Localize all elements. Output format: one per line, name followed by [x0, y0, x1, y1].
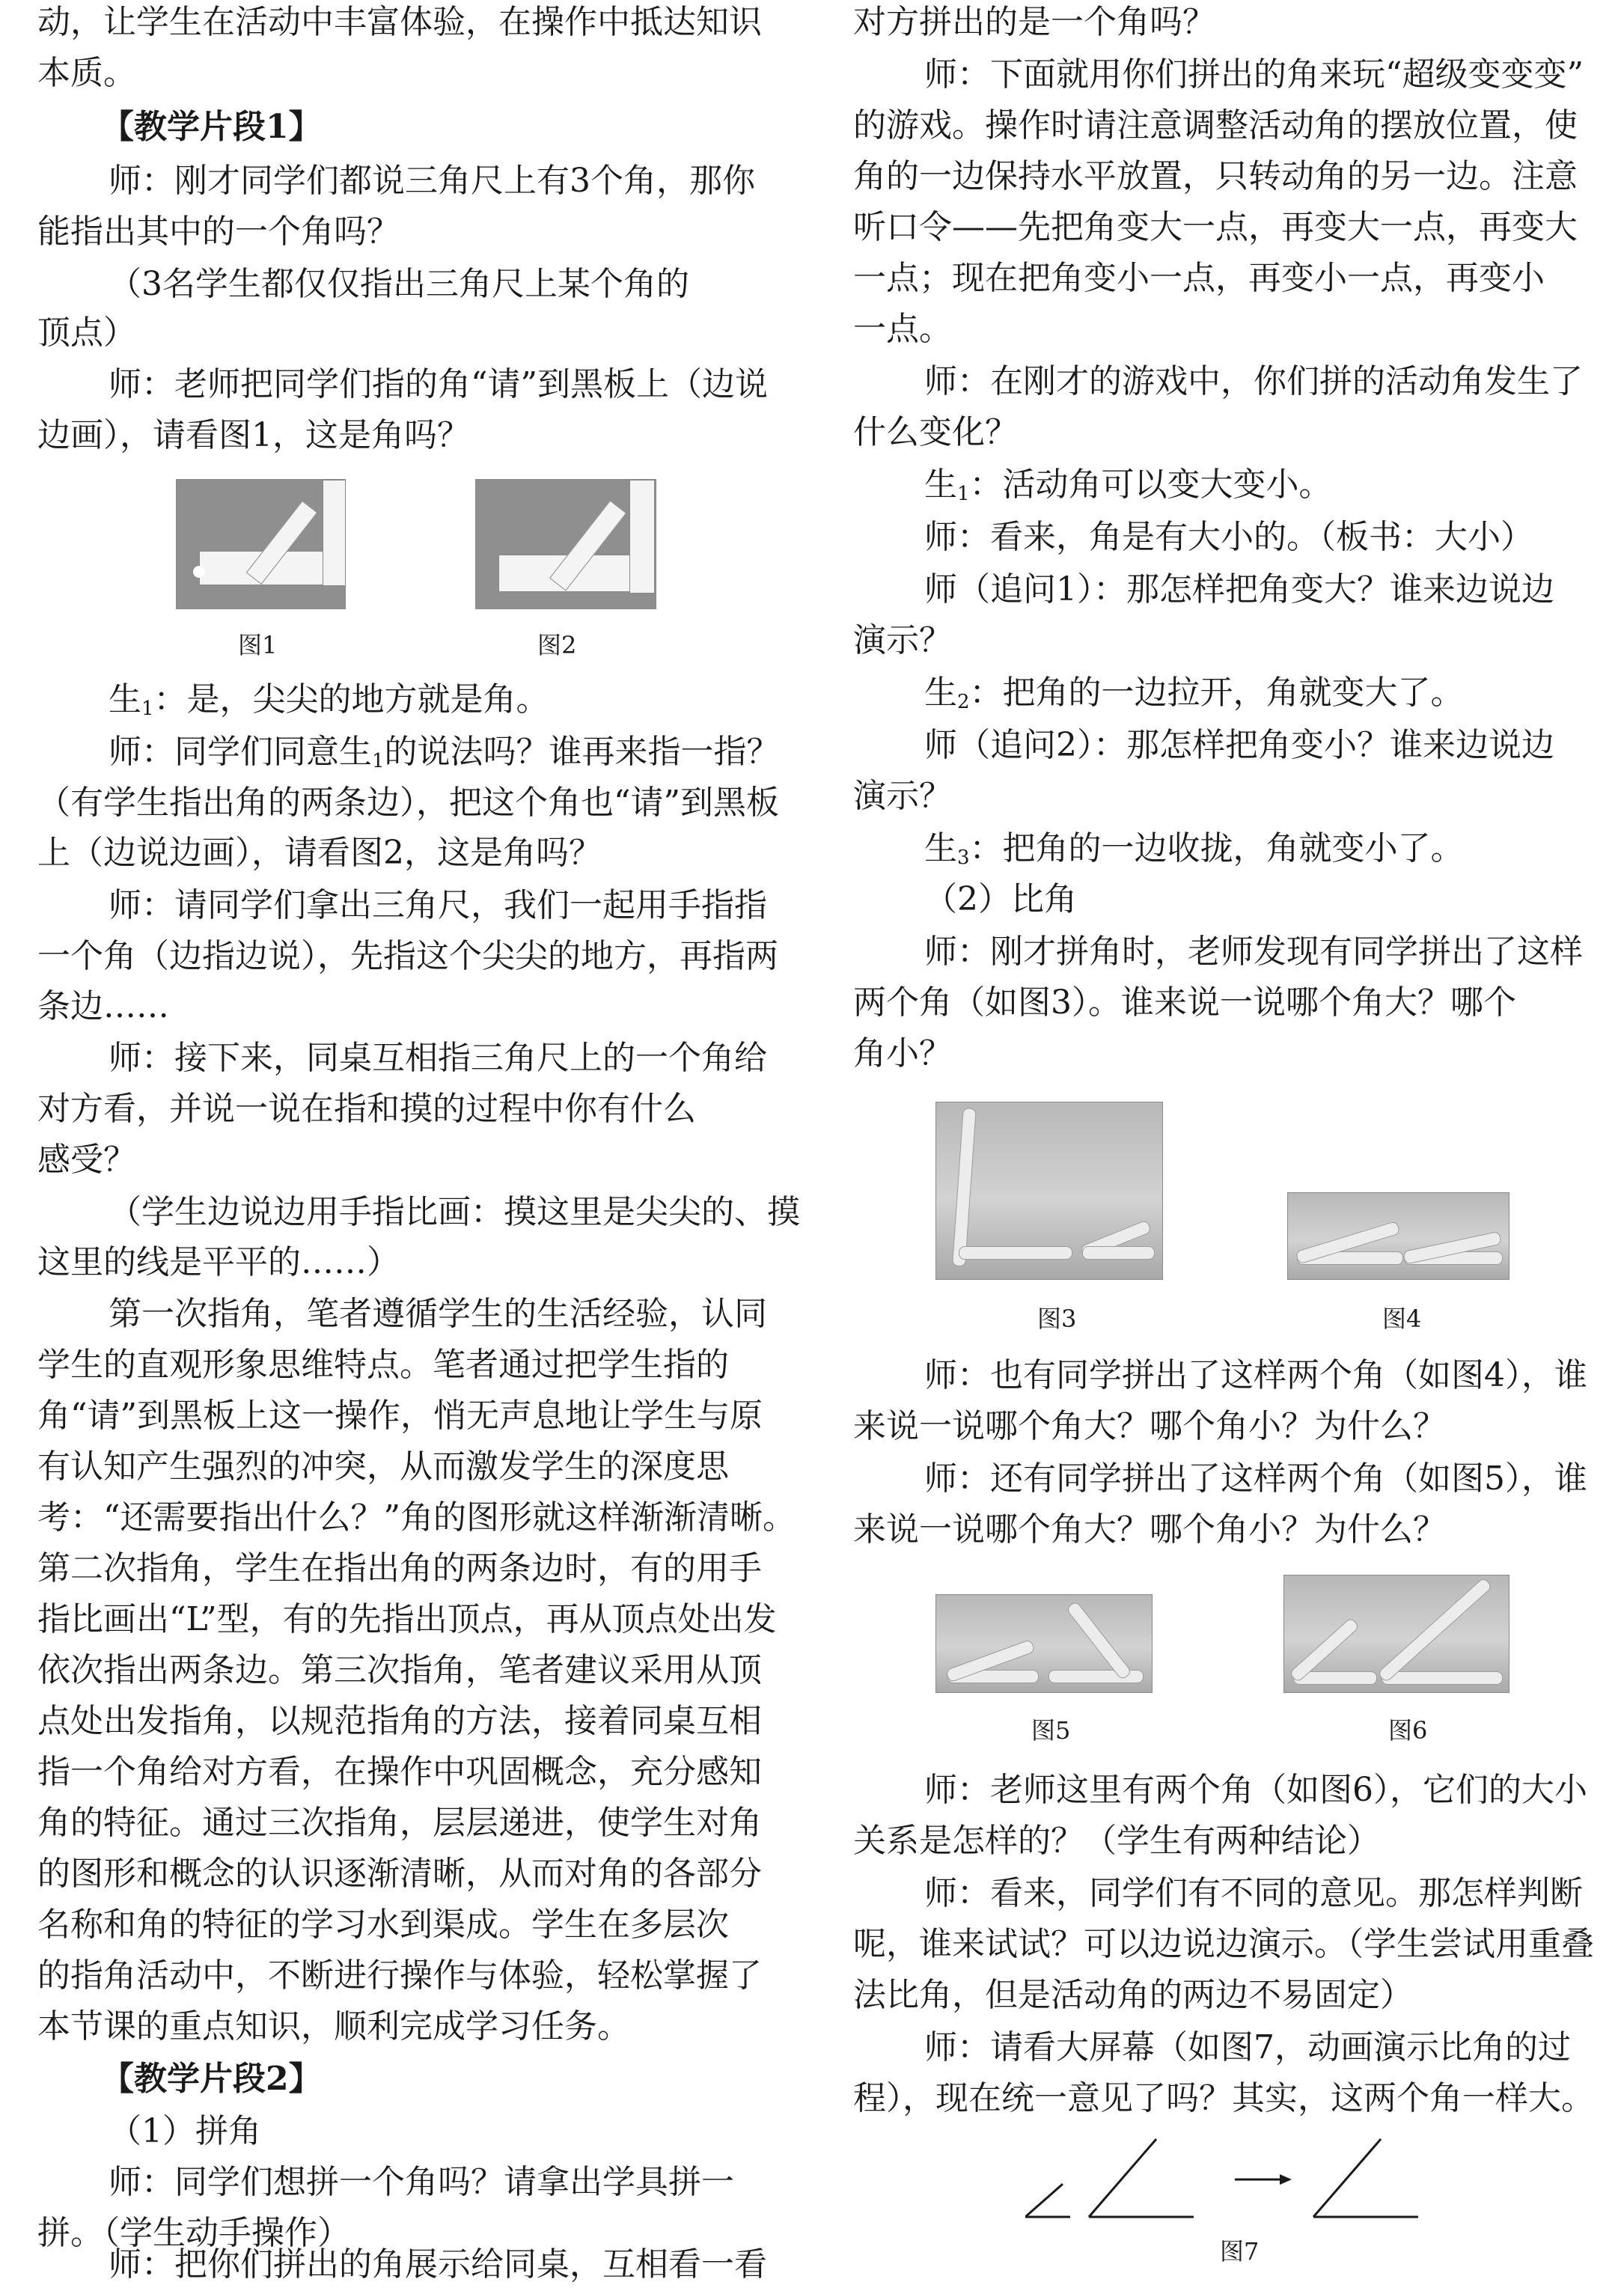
- text-line: 生$_3$：把角的一边收拢，角就变小了。: [924, 829, 1464, 869]
- figure-4-caption: 图4: [1382, 1305, 1422, 1333]
- figure-2-photo: [475, 479, 656, 609]
- text-line: （1）拼角: [109, 2112, 261, 2150]
- text-line: 指一个角给对方看，在操作中巩固概念，充分感知: [37, 1753, 762, 1791]
- figure-3-photo: [935, 1102, 1163, 1280]
- text-line: 学生的直观形象思维特点。笔者通过把学生指的: [37, 1346, 729, 1384]
- text-line: 依次指出两条边。第三次指角，笔者建议采用从顶: [37, 1651, 762, 1689]
- text-line: 拼。（学生动手操作）: [37, 2214, 350, 2252]
- text-line: 角的一边保持水平放置，只转动角的另一边。注意: [853, 157, 1578, 195]
- text-line: 对方看，并说一说在指和摸的过程中你有什么: [37, 1090, 696, 1128]
- text-line: 考：“还需要指出什么？”角的图形就这样渐渐清晰。: [37, 1498, 796, 1537]
- text-line: 第一次指角，笔者遵循学生的生活经验，认同: [109, 1295, 767, 1333]
- text-line: （3名学生都仅仅指出三角尺上某个角的: [109, 265, 689, 303]
- text-line: （2）比角: [924, 880, 1077, 918]
- text-line: 动，让学生在活动中丰富体验，在操作中抵达知识: [37, 3, 762, 41]
- text-line: 一点。: [853, 310, 952, 348]
- text-line: 生$_1$：是，尖尖的地方就是角。: [109, 680, 549, 720]
- text-line: 师：老师这里有两个角（如图6），它们的大小: [924, 1771, 1587, 1809]
- text-line: 角“请”到黑板上这一操作，悄无声息地让学生与原: [37, 1397, 763, 1435]
- text-line: 法比角，但是活动角的两边不易固定）: [853, 1976, 1413, 2014]
- text-line: 两个角（如图3）。谁来说一说哪个角大？哪个: [853, 983, 1516, 1022]
- figure-5-photo: [935, 1594, 1153, 1693]
- text-line: 演示？: [853, 621, 952, 659]
- figure-1-photo: [176, 479, 346, 609]
- text-line: 师：老师把同学们指的角“请”到黑板上（边说: [109, 365, 768, 403]
- section-heading: 【教学片段2】: [101, 2060, 322, 2098]
- text-line: 点处出发指角，以规范指角的方法，接着同桌互相: [37, 1702, 762, 1740]
- text-line: 师：也有同学拼出了这样两个角（如图4），谁: [924, 1356, 1587, 1394]
- text-line: 的图形和概念的认识逐渐清晰，从而对角的各部分: [37, 1855, 762, 1893]
- figure-5-caption: 图5: [1031, 1716, 1071, 1745]
- text-line: 边画），请看图1，这是角吗？: [37, 416, 470, 454]
- text-line: 指比画出“L”型，有的先指出顶点，再从顶点处出发: [37, 1600, 777, 1638]
- angle-a-ray: [1025, 2184, 1063, 2217]
- text-line: 第二次指角，学生在指出角的两条边时，有的用手: [37, 1549, 762, 1587]
- text-line: 师：刚才拼角时，老师发现有同学拼出了这样: [924, 933, 1583, 971]
- text-line: 师：在刚才的游戏中，你们拼的活动角发生了: [924, 362, 1583, 400]
- text-line: 条边……: [37, 987, 169, 1025]
- figure-7-diagram: [1025, 2133, 1444, 2223]
- arrow-head: [1280, 2174, 1292, 2185]
- text-line: 师：接下来，同桌互相指三角尺上的一个角给: [109, 1039, 767, 1077]
- figure-6-caption: 图6: [1388, 1716, 1428, 1745]
- text-line: 师：下面就用你们拼出的角来玩“超级变变变”: [924, 55, 1584, 94]
- text-line: 角小？: [853, 1034, 952, 1073]
- angle-c-ray: [1313, 2139, 1381, 2217]
- figure-7-caption: 图7: [1220, 2237, 1260, 2266]
- text-line: （有学生指出角的两条边），把这个角也“请”到黑板: [37, 784, 779, 822]
- section-heading: 【教学片段1】: [101, 108, 322, 146]
- text-line: 名称和角的特征的学习水到渠成。学生在多层次: [37, 1906, 729, 1944]
- text-line: 角的特征。通过三次指角，层层递进，使学生对角: [37, 1804, 762, 1842]
- text-line: 程），现在统一意见了吗？其实，这两个角一样大。: [853, 2079, 1594, 2117]
- text-line: 听口令——先把角变大一点，再变大一点，再变大: [853, 208, 1578, 246]
- text-line: 本质。: [37, 54, 136, 92]
- figure-2-caption: 图2: [537, 631, 577, 659]
- text-line: 师：看来，角是有大小的。（板书：大小）: [924, 518, 1533, 556]
- text-line: 的指角活动中，不断进行操作与体验，轻松掌握了: [37, 1956, 762, 1995]
- text-line: 来说一说哪个角大？哪个角小？为什么？: [853, 1407, 1446, 1445]
- text-line: 师：请看大屏幕（如图7，动画演示比角的过: [924, 2028, 1571, 2066]
- figure-6-photo: [1283, 1575, 1509, 1693]
- figure-3-caption: 图3: [1037, 1305, 1077, 1333]
- text-line: 顶点）: [37, 314, 136, 352]
- figure-4-photo: [1287, 1192, 1509, 1280]
- text-line: 师：把你们拼出的角展示给同桌，互相看一看: [109, 2245, 767, 2284]
- text-line: 什么变化？: [853, 413, 1018, 451]
- text-line: 关系是怎样的？（学生有两种结论）: [853, 1822, 1380, 1860]
- text-line: 生$_2$：把角的一边拉开，角就变大了。: [924, 674, 1464, 713]
- text-line: 一点；现在把角变小一点，再变小一点，再变小: [853, 259, 1545, 297]
- text-line: （学生边说边用手指比画：摸这里是尖尖的、摸: [109, 1193, 800, 1231]
- text-line: 生$_1$：活动角可以变大变小。: [924, 466, 1332, 505]
- angle-b-ray: [1089, 2139, 1156, 2217]
- text-line: 师（追问1）：那怎样把角变大？谁来边说边: [924, 570, 1554, 608]
- figure-1-caption: 图1: [238, 631, 278, 659]
- text-line: 的游戏。操作时请注意调整活动角的摆放位置，使: [853, 106, 1578, 144]
- text-line: 本节课的重点知识，顺利完成学习任务。: [37, 2007, 630, 2046]
- text-line: 这里的线是平平的……）: [37, 1243, 400, 1281]
- text-line: 师：同学们想拼一个角吗？请拿出学具拼一: [109, 2163, 734, 2201]
- text-line: 感受？: [37, 1141, 136, 1179]
- text-line: 演示？: [853, 777, 952, 815]
- text-line: 一个角（边指边说），先指这个尖尖的地方，再指两: [37, 937, 778, 975]
- text-line: 对方拼出的是一个角吗？: [853, 3, 1215, 41]
- text-line: 师：还有同学拼出了这样两个角（如图5），谁: [924, 1459, 1587, 1498]
- text-line: 师（追问2）：那怎样把角变小？谁来边说边: [924, 726, 1554, 764]
- text-line: 师：请同学们拿出三角尺，我们一起用手指指: [109, 886, 767, 924]
- text-line: 上（边说边画），请看图2，这是角吗？: [37, 834, 602, 872]
- text-line: 师：看来，同学们有不同的意见。那怎样判断: [924, 1874, 1583, 1912]
- text-line: 能指出其中的一个角吗？: [37, 213, 400, 251]
- text-line: 师：刚才同学们都说三角尺上有3个角，那你: [109, 162, 755, 200]
- text-line: 来说一说哪个角大？哪个角小？为什么？: [853, 1510, 1446, 1549]
- text-line: 有认知产生强烈的冲突，从而激发学生的深度思: [37, 1447, 729, 1486]
- text-line: 师：同学们同意生$_1$的说法吗？谁再来指一指？: [109, 733, 780, 772]
- text-line: 呢，谁来试试？可以边说边演示。（学生尝试用重叠: [853, 1925, 1594, 1963]
